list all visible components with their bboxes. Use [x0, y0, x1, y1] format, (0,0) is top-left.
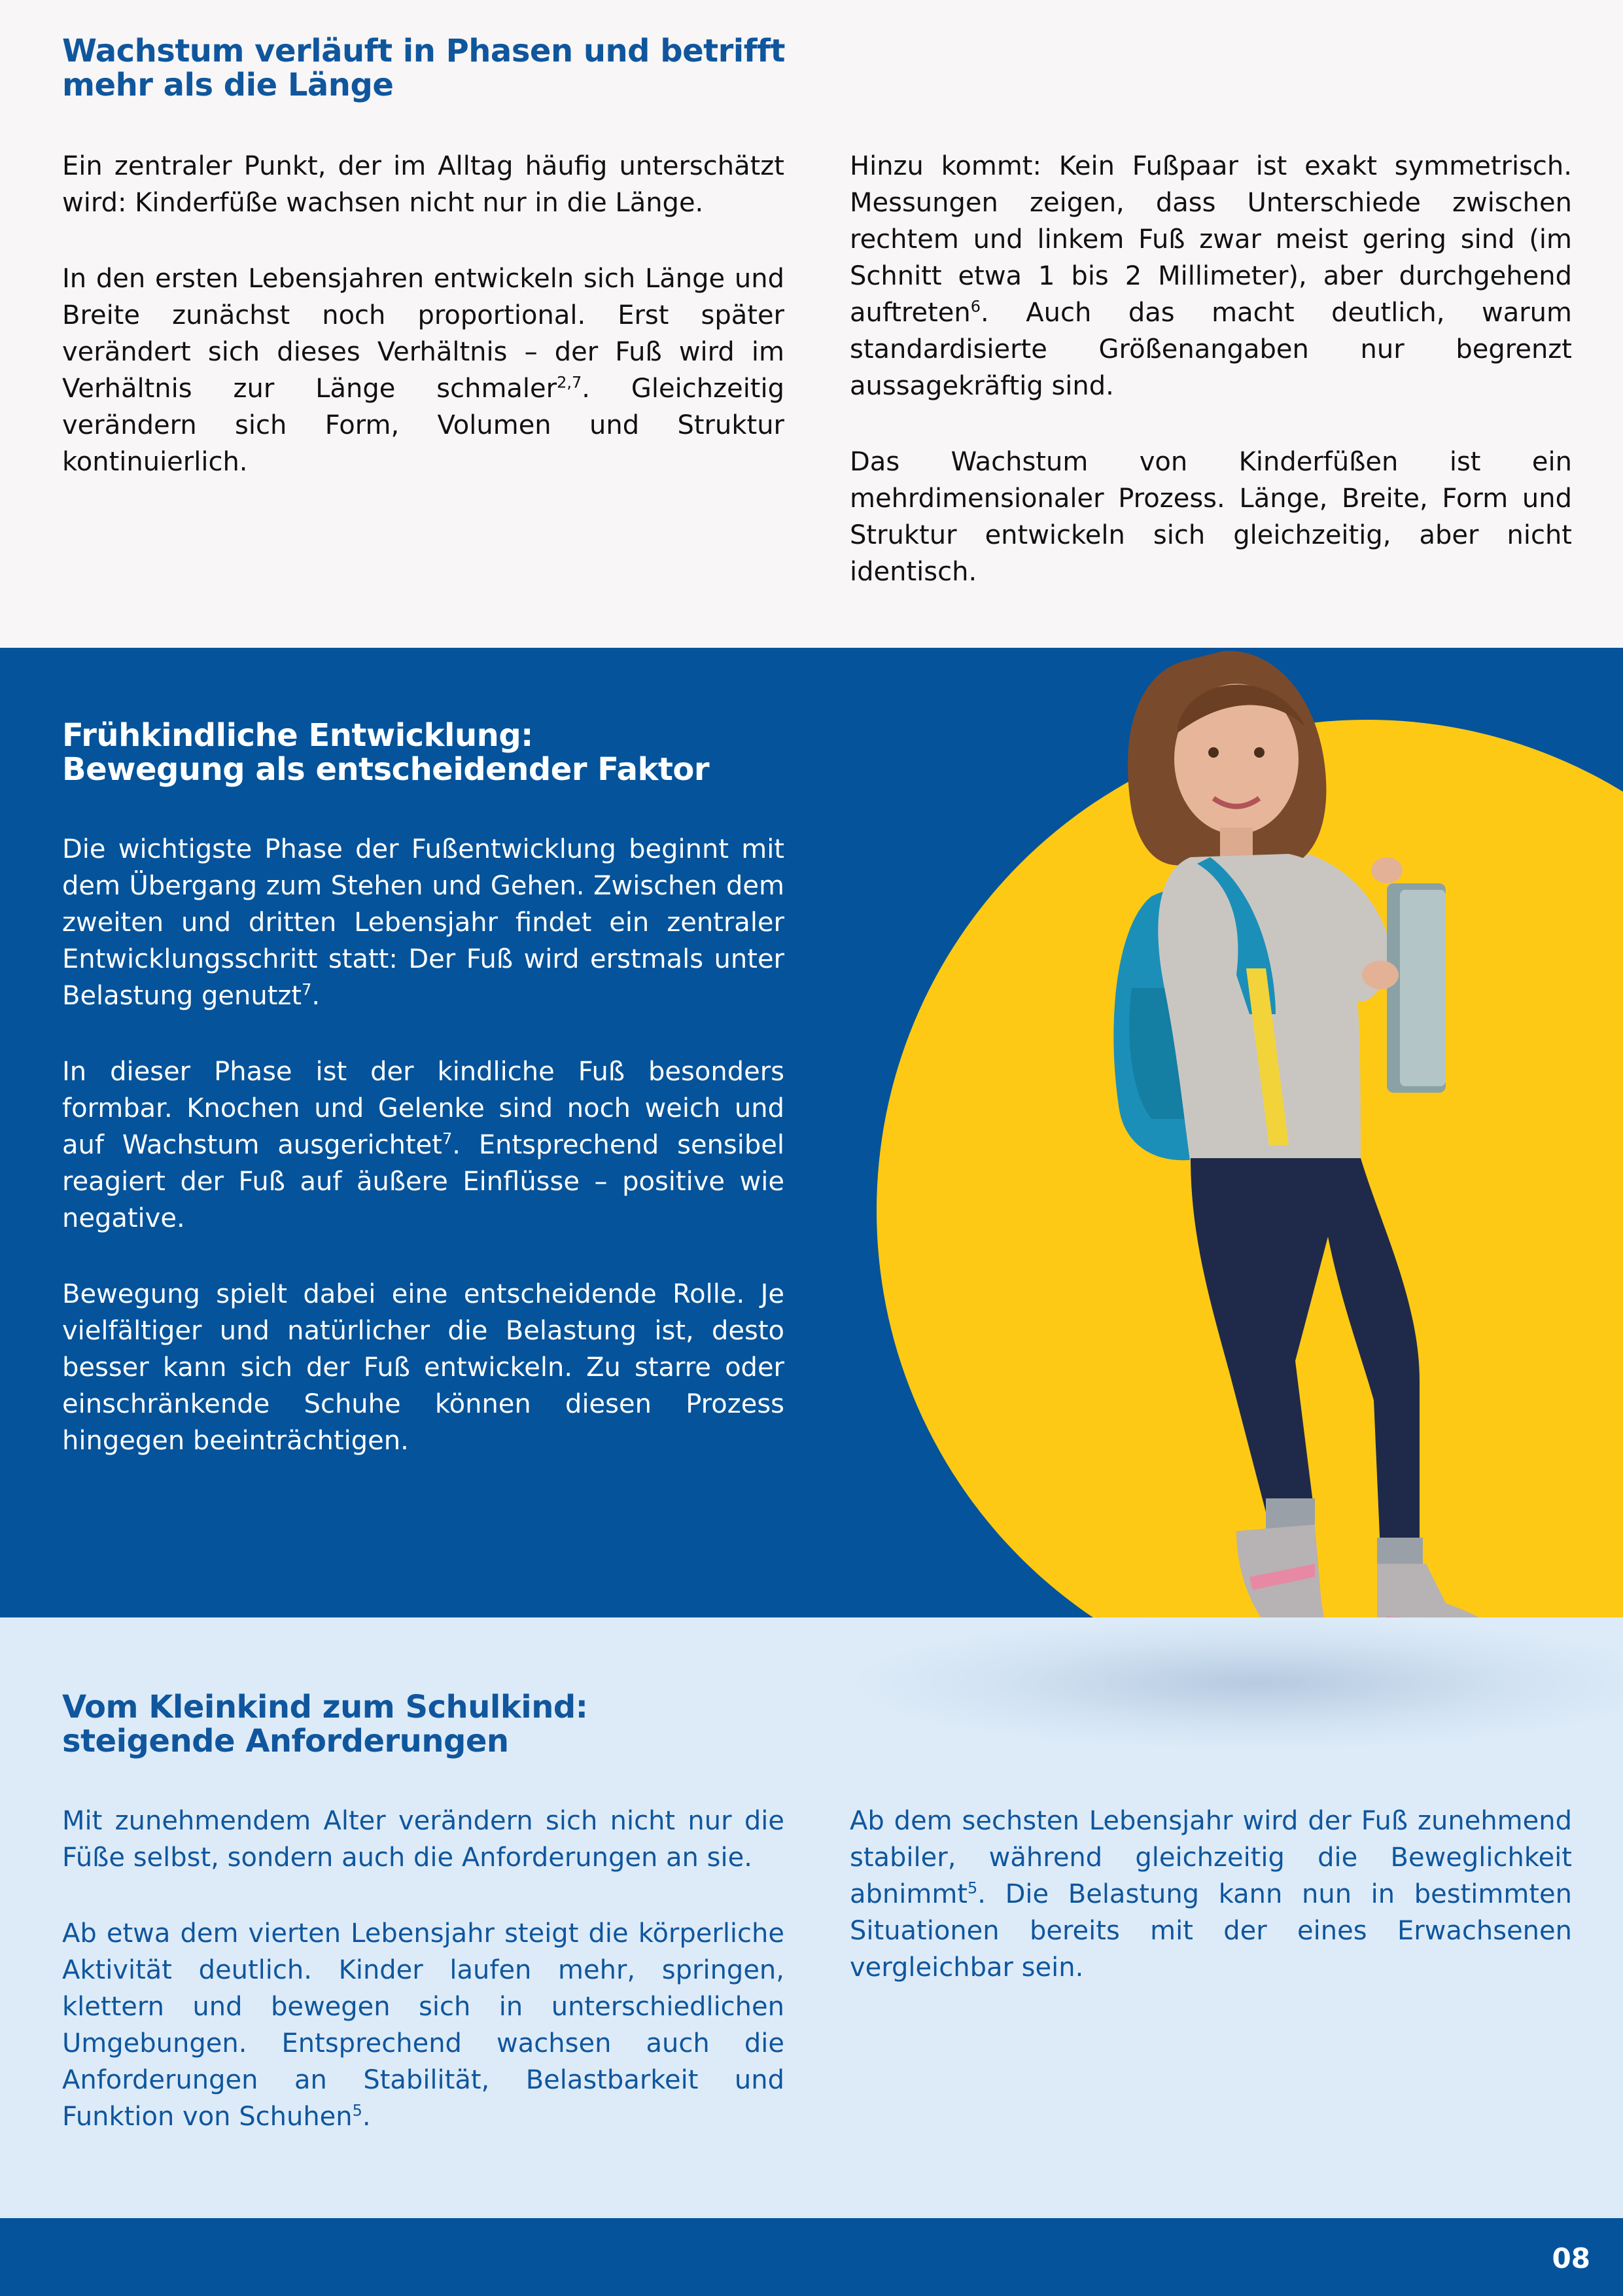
heading-line-1: Wachstum verläuft in Phasen und betrifft [62, 33, 785, 69]
paragraph: In den ersten Lebensjahren entwickeln sich Länge und Breite zunächst noch proportional. Erst später verändert sich dieses Verhältnis – der Fuß wird im Verhältnis zur Länge schmaler$^{2,7}$. Gleichzeitig verändern sich Form, Volumen und Struktur kontinuierlich. [62, 264, 784, 477]
section-heading-growth [62, 34, 785, 102]
text-column-right [850, 148, 1572, 590]
paragraph: Die wichtigste Phase der Fußentwicklung beginnt mit dem Übergang zum Stehen und Gehen. Zwischen dem zweiten und dritten Lebensjahr findet ein zentraler Entwicklungsschritt statt: Der Fuß wird erstmals unter Belastung genutzt$^7$. [62, 834, 784, 1011]
footnote-ref: 5 [352, 2101, 362, 2120]
section-heading-early-development [62, 718, 709, 786]
section-heading-toddler-to-schoolchild [62, 1690, 587, 1758]
footnote-ref: 7 [302, 980, 312, 999]
paragraph: Ab dem sechsten Lebensjahr wird der Fuß zunehmend stabiler, während gleichzeitig die Beweglichkeit abnimmt$^5$. Die Belastung kann nun in bestimmten Situationen bereits mit der eines Erwachsenen vergleichbar sein. [850, 1806, 1572, 1983]
paragraph: Ab etwa dem vierten Lebensjahr steigt die körperliche Aktivität deutlich. Kinder laufen mehr, springen, klettern und bewegen sich in unterschiedlichen Umgebungen. Entsprechend wachsen auch die Anforderungen an Stabilität, Belastbarkeit und Funktion von Schuhen$^5$. [62, 1918, 784, 2132]
footnote-ref: 7 [442, 1129, 453, 1148]
section-toddler-to-schoolchild [0, 1617, 1623, 2218]
heading-line-2: steigende Anforderungen [62, 1723, 509, 1759]
page-number: 08 [1552, 2242, 1590, 2274]
paragraph: Mit zunehmendem Alter verändern sich nicht nur die Füße selbst, sondern auch die Anforderungen an sie. [62, 1806, 784, 1873]
girl-with-backpack-illustration [1079, 648, 1563, 1617]
section-early-development [0, 648, 1623, 1617]
page-footer [0, 2218, 1623, 2296]
paragraph: Bewegung spielt dabei eine entscheidende Rolle. Je vielfältiger und natürlicher die Belastung ist, desto besser kann sich der Fuß entwickeln. Zu starre oder einschränkende Schuhe können diesen Prozess hingegen beeinträchtigen. [62, 1279, 784, 1456]
heading-line-1: Vom Kleinkind zum Schulkind: [62, 1689, 588, 1725]
paragraph: Hinzu kommt: Kein Fußpaar ist exakt symmetrisch. Messungen zeigen, dass Unterschiede zwischen rechtem und linkem Fuß zwar meist gering sind (im Schnitt etwa 1 bis 2 Millimeter), aber durchgehend auftreten$^6$. Auch das macht deutlich, warum standardisierte Größenangaben nur begrenzt aussagekräftig sind. [850, 151, 1572, 401]
text-column-right [850, 1803, 1572, 1986]
section-growth-phases [0, 0, 1623, 648]
paragraph: In dieser Phase ist der kindliche Fuß besonders formbar. Knochen und Gelenke sind noch weich und auf Wachstum ausgerichtet$^7$. Entsprechend sensibel reagiert der Fuß auf äußere Einflüsse – positive wie negative. [62, 1057, 784, 1233]
footnote-ref: 6 [970, 297, 981, 316]
heading-line-2: mehr als die Länge [62, 67, 394, 103]
paragraph: Das Wachstum von Kinderfüßen ist ein mehrdimensionaler Prozess. Länge, Breite, Form und Struktur entwickeln sich gleichzeitig, aber nicht identisch. [850, 447, 1572, 587]
text-column-left [62, 148, 784, 480]
text-column-left [62, 1803, 784, 2135]
heading-line-1: Frühkindliche Entwicklung: [62, 717, 533, 754]
paragraph: Ein zentraler Punkt, der im Alltag häufig unterschätzt wird: Kinderfüße wachsen nicht nur in die Länge. [62, 151, 784, 218]
floor-shadow-decoration [857, 1617, 1623, 1748]
text-column-left [62, 831, 784, 1459]
footnote-ref: 5 [967, 1879, 978, 1898]
heading-line-2: Bewegung als entscheidender Faktor [62, 751, 710, 788]
footnote-ref: 2,7 [557, 373, 582, 392]
